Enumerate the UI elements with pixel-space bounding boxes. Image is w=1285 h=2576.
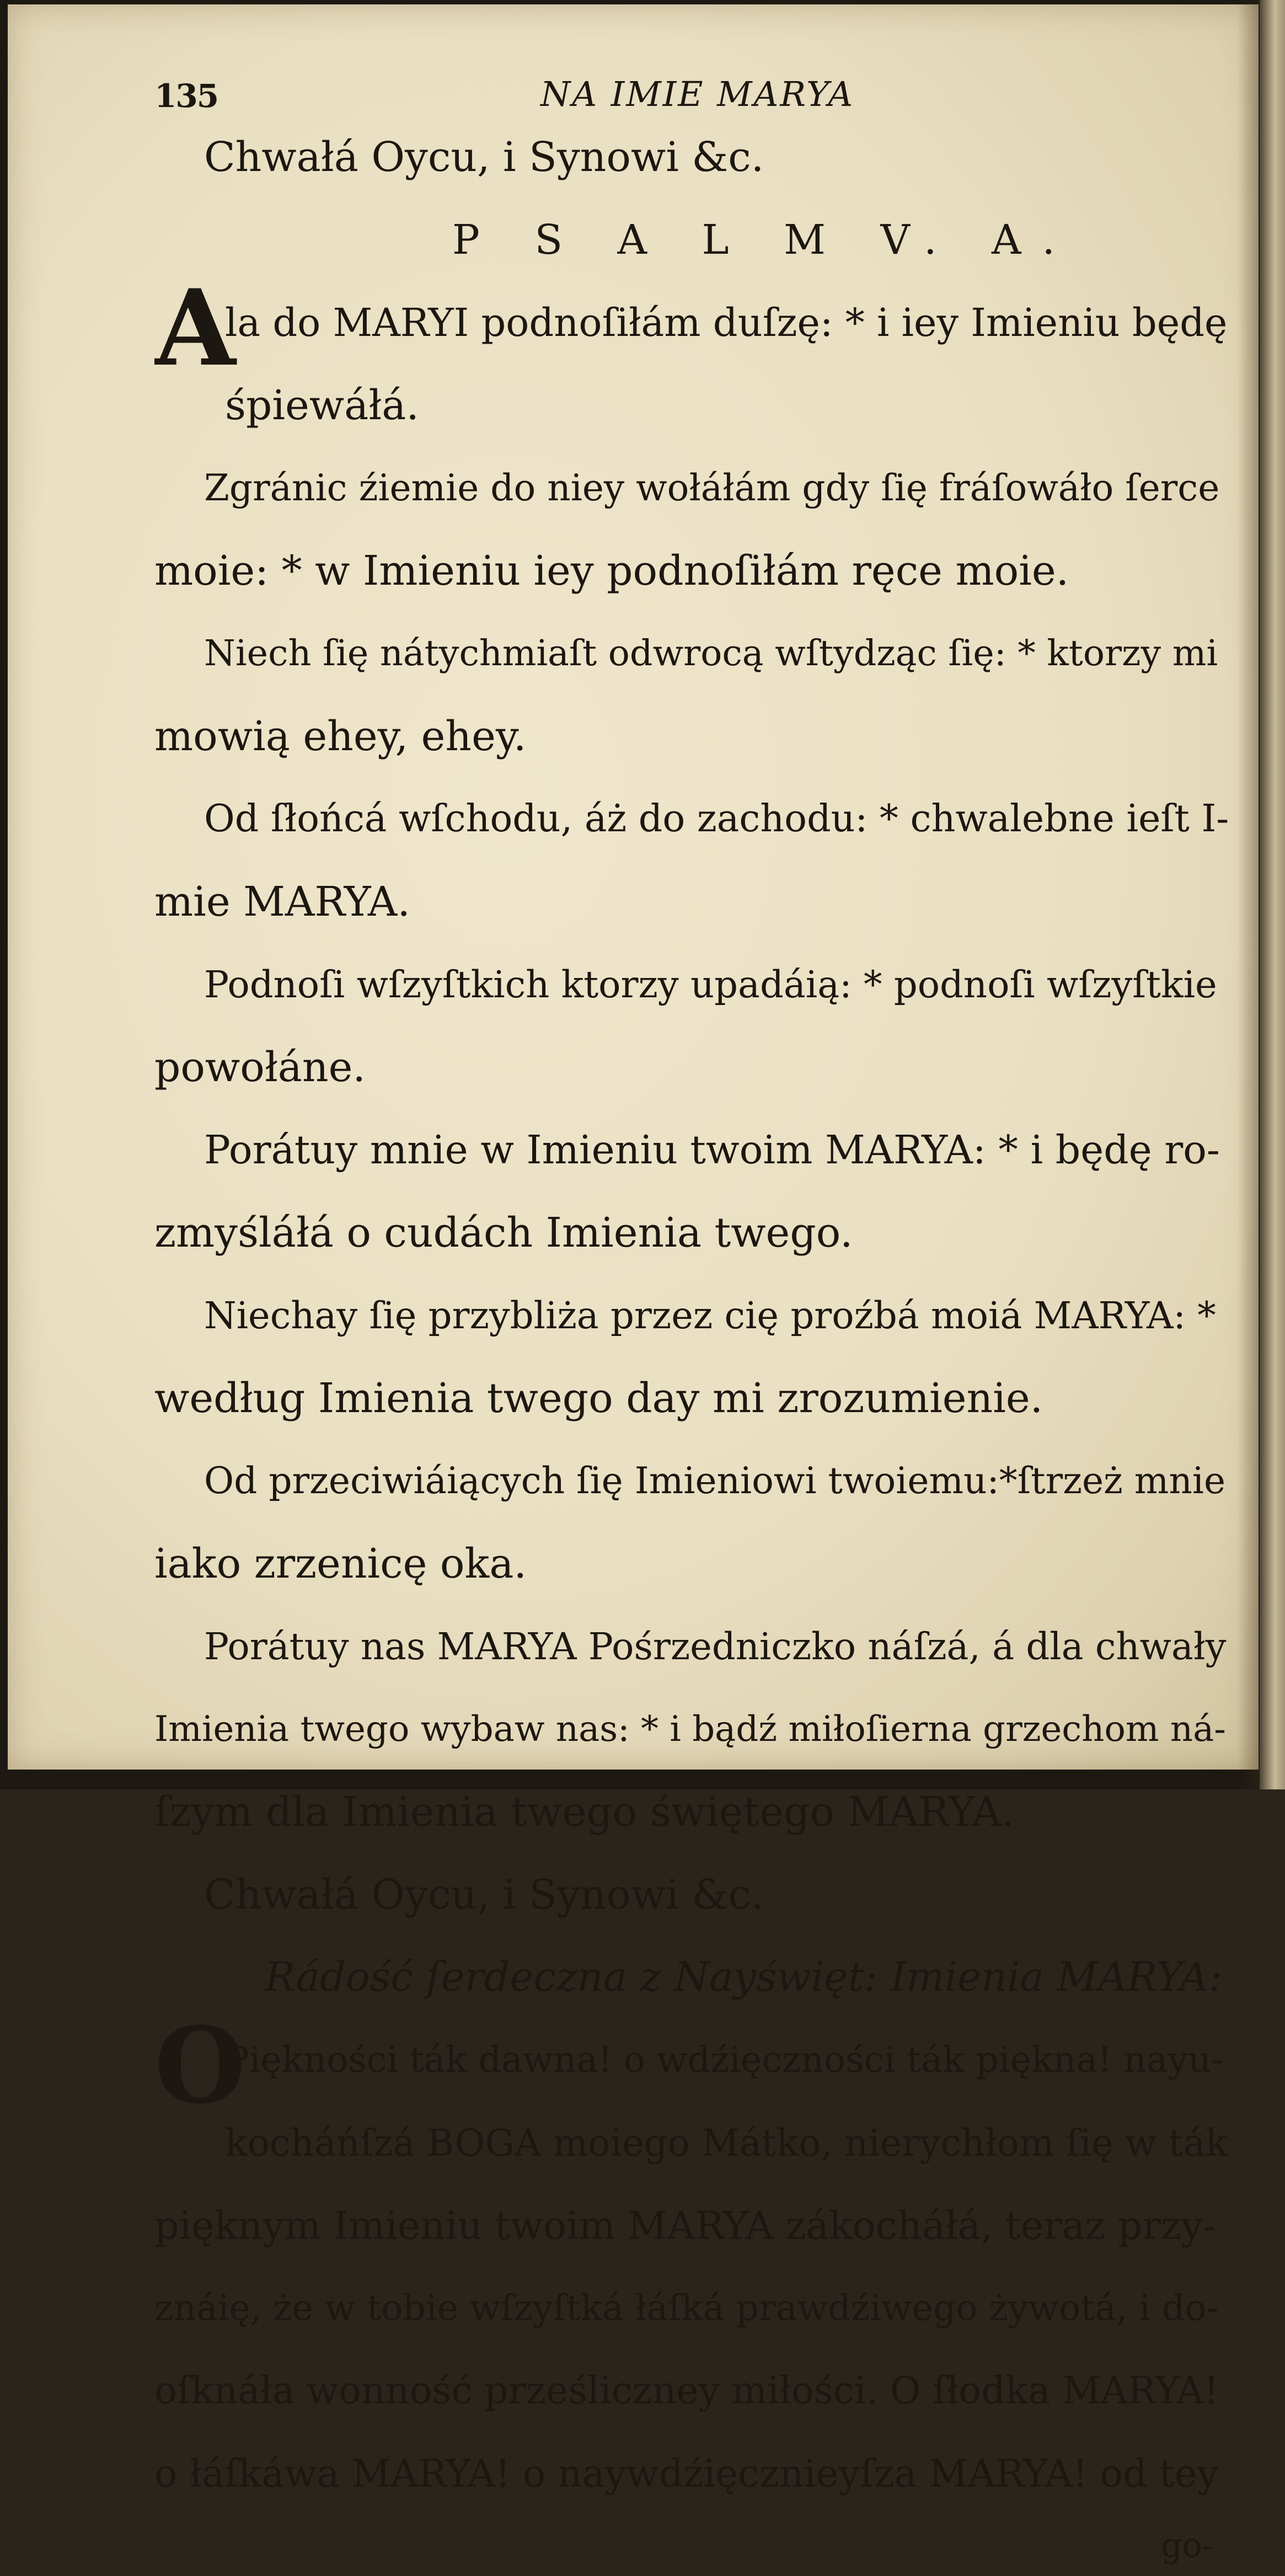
psalm-first-verse: [154, 281, 1230, 447]
gutter-shadow: [1238, 0, 1260, 1789]
text-line: ſzym dla Imienia twego świętego MARYA.: [154, 1788, 1015, 1836]
text-line: Od ſłońcá wſchodu, áż do zachodu: * chwalebne ieſt I-: [204, 797, 1229, 841]
text-line: Podnoſi wſzyſtkich ktorzy upadáią: * podnoſi wſzyſtkie: [204, 963, 1217, 1006]
text-line: według Imienia twego day mi zrozumienie.: [154, 1375, 1043, 1422]
text-line: Porátuy nas MARYA Pośrzedniczko náſzá, á dla chwały: [204, 1625, 1227, 1668]
text-line: Zgránic źiemie do niey wołáłám gdy ſię fráſowáło ſerce: [204, 467, 1220, 509]
drop-initial-o: O: [154, 2019, 246, 2127]
running-head: NA IMIE MARYA: [540, 74, 855, 114]
text-line: Niech ſię nátychmiaſt odwrocą wſtydząc ſię: * ktorzy mi: [204, 633, 1218, 674]
section-heading: Rádość ſerdeczna z Nayświęt: Imienia MARYA:: [265, 1954, 1223, 2001]
text-line: oſknáła wonność prześliczney miłości. O ſłodka MARYA!: [154, 2369, 1219, 2413]
text-line: zmyśláłá o cudách Imienia twego.: [154, 1209, 853, 1257]
text-line: la do MARYI podnoſiłám duſzę: * i iey Imieniu będę: [225, 300, 1228, 345]
text-line: Imienia twego wybaw nas: * i bądź miłoſierna grzechom ná-: [154, 1709, 1226, 1750]
text-line: mie MARYA.: [154, 878, 410, 926]
text-line: mowią ehey, ehey.: [154, 713, 527, 760]
text-line: Porátuy mnie w Imieniu twoim MARYA: * i będę ro-: [204, 1127, 1220, 1173]
page-text: [154, 66, 1230, 2576]
text-line: kocháńſzá BOGA moiego Mátko, nierychłom ſię w ták: [225, 2121, 1228, 2165]
drop-initial-a: A: [154, 281, 236, 389]
text-line: Piękności ták dawna! o wdźięczności ták piękna! nayu-: [225, 2039, 1224, 2081]
text-line: Od przeciwiáiących ſię Imieniowi twoiemu:*ſtrzeż mnie: [204, 1460, 1226, 1502]
page-header: [154, 66, 1230, 116]
doxology-line: Chwałá Oycu, i Synowi &c.: [204, 133, 764, 181]
text-line: znáię, że w tobie wſzyſtká łáſká prawdźiwego żywotá, i do-: [154, 2288, 1219, 2329]
prayer-paragraph: [154, 2019, 1230, 2184]
text-line: Niechay ſię przybliża przez cię proźbá moiá MARYA: *: [204, 1294, 1216, 1337]
facing-page-edge: [1260, 0, 1285, 1789]
text-line: moie: * w Imieniu iey podnoſiłám ręce moie.: [154, 547, 1069, 595]
catchword: go-: [1161, 2526, 1213, 2565]
text-line: powołáne.: [154, 1044, 366, 1091]
text-line: o łáſkáwa MARYA! o naywdźięcznieyſza MARYA! od tey: [154, 2452, 1219, 2496]
text-line: iako zrzenicę oka.: [154, 1540, 527, 1588]
psalm-title: P S A L M V. A.: [452, 216, 1076, 264]
text-line: pięknym Imieniu twoim MARYA zákocháłá, teraz przy-: [154, 2203, 1216, 2248]
doxology-line: Chwałá Oycu, i Synowi &c.: [204, 1871, 764, 1918]
page-number: 135: [154, 77, 218, 115]
text-line: śpiewáłá.: [225, 382, 419, 429]
